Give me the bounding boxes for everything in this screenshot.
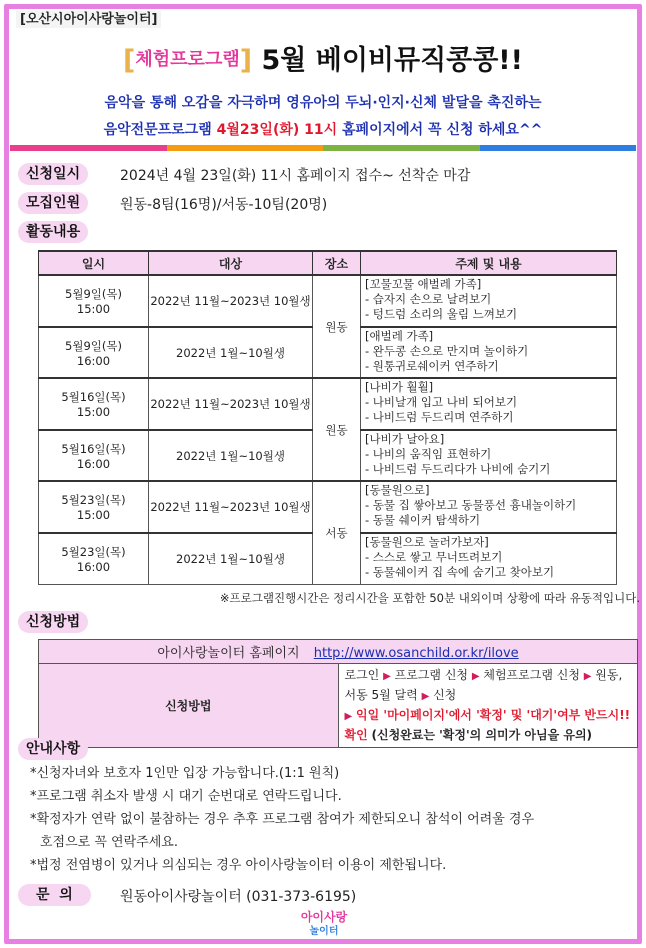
logo-subtext: 놀이터: [309, 926, 339, 937]
method-label: 신청방법: [39, 664, 339, 748]
subtitle-date: 4월23일(화) 11시: [216, 122, 338, 138]
notice-item: *신청자녀와 보호자 1인만 입장 가능합니다.(1:1 원칙): [30, 766, 340, 781]
step-program: 프로그램 신청: [394, 668, 469, 682]
subtitle-part-c: 홈페이지에서 꼭 신청 하세요^^: [342, 122, 543, 138]
target-cell: 2022년 11월~2023년 10월생: [149, 275, 313, 327]
contact-value: 원동아이사랑놀이터 (031-373-6195): [120, 889, 357, 905]
table-row: [39, 378, 617, 430]
topic-cell: [꼬물꼬물 애벌레 가족] - 습자지 손으로 날려보기 - 텅드럼 소리의 울림 느껴보기: [361, 275, 617, 327]
apply-section-label: 신청방법: [18, 611, 88, 633]
date-cell: 5월9일(목) 16:00: [39, 327, 149, 378]
date-cell: 5월23일(목) 16:00: [39, 533, 149, 584]
table-row: [39, 275, 617, 327]
date-cell: 5월16일(목) 15:00: [39, 378, 149, 430]
notice-item: *확정자가 연락 없이 불참하는 경우 추후 프로그램 참여가 제한되오니 참석이 어려울 경우: [30, 812, 535, 827]
target-cell: 2022년 1월~10월생: [149, 430, 313, 481]
notice-item: *프로그램 취소자 발생 시 대기 순번대로 연락드립니다.: [30, 789, 342, 804]
homepage-row: [39, 640, 638, 664]
target-cell: 2022년 11월~2023년 10월생: [149, 481, 313, 533]
step-calendar: 원동, 서동 5월 달력: [344, 668, 623, 702]
method-steps: [338, 664, 638, 748]
color-bar-segment: [10, 145, 167, 151]
apply-table: [38, 639, 638, 748]
notice-item-continued: 호점으로 꼭 연락주세요.: [40, 835, 178, 850]
target-cell: 2022년 1월~10월생: [149, 533, 313, 584]
arrow-icon: ▶: [344, 711, 353, 722]
subtitle-line-2: [0, 119, 646, 139]
step-apply: 신청: [433, 688, 457, 702]
target-cell: 2022년 1월~10월생: [149, 327, 313, 378]
color-bar-segment: [480, 145, 637, 151]
topic-cell: [동물원으로 놀러가보자] - 스스로 쌓고 무너뜨려보기 - 동물쉐이커 집 속에 숨기고 찾아보기: [361, 533, 617, 584]
bracket-open: [: [123, 45, 136, 76]
activity-label: 활동내용: [18, 221, 88, 243]
col-header-topic: 주제 및 내용: [361, 251, 617, 275]
date-cell: 5월9일(목) 15:00: [39, 275, 149, 327]
color-bar-segment: [167, 145, 324, 151]
schedule-table: [38, 250, 617, 585]
title-text: 5월 베이비뮤직콩콩!!: [261, 45, 523, 76]
arrow-icon: ▶: [421, 691, 430, 702]
arrow-icon: ▶: [583, 671, 592, 682]
col-header-place: 장소: [313, 251, 361, 275]
subtitle-line-1: 음악을 통해 오감을 자극하며 영유아의 두뇌·인지·신체 발달을 촉진하는: [104, 95, 542, 111]
homepage-link[interactable]: http://www.osanchild.or.kr/ilove: [313, 646, 519, 661]
notice-section-label: 안내사항: [18, 738, 88, 760]
topic-cell: [나비가 훨훨] - 나비날개 입고 나비 되어보기 - 나비드럼 두드리며 연주하기: [361, 378, 617, 430]
target-cell: 2022년 11월~2023년 10월생: [149, 378, 313, 430]
org-tag: [오산시아이사랑놀이터]: [16, 11, 161, 28]
logo-icon: [288, 908, 360, 938]
date-cell: 5월16일(목) 16:00: [39, 430, 149, 481]
color-bar: [10, 145, 636, 151]
ilove-playground-logo: [288, 908, 360, 938]
page-title: [0, 38, 646, 77]
place-cell: 서동: [313, 481, 361, 584]
recruit-label: 모집인원: [18, 192, 88, 214]
place-cell: 원동: [313, 275, 361, 378]
step-experience: 체험프로그램 신청: [483, 668, 580, 682]
contact-label: 문 의: [18, 884, 91, 906]
col-header-target: 대상: [149, 251, 313, 275]
logo-text: 아이사랑: [300, 910, 348, 924]
topic-cell: [나비가 날아요] - 나비의 움직임 표현하기 - 나비드럼 두드리다가 나비에 숨기기: [361, 430, 617, 481]
topic-cell: [동물원으로] - 동물 집 쌓아보고 동물풍선 흉내놀이하기 - 동물 쉐이커 탐색하기: [361, 481, 617, 533]
place-cell: 원동: [313, 378, 361, 481]
warning-line: [345, 706, 632, 745]
col-header-date: 일시: [39, 251, 149, 275]
program-tag: 체험프로그램: [135, 49, 240, 70]
topic-cell: [애벌레 가족] - 완두콩 손으로 만지며 놀이하기 - 원통귀로쉐이커 연주하기: [361, 327, 617, 378]
table-row: [39, 481, 617, 533]
arrow-icon: ▶: [471, 671, 480, 682]
color-bar-segment: [323, 145, 480, 151]
homepage-text: 아이사랑놀이터 홈페이지: [157, 646, 300, 661]
bracket-close: ]: [239, 45, 253, 76]
warning-text: 익일 '마이페이지'에서 '확정' 및 '대기'여부 반드시!! 확인: [344, 708, 631, 742]
schedule-note: ※프로그램진행시간은 정리시간을 포함한 50분 내외이며 상황에 따라 유동적입니다.: [219, 591, 640, 605]
subtitle-part-a: 음악전문프로그램: [103, 122, 212, 138]
recruit-value: 원동-8팀(16명)/서동-10팀(20명): [120, 197, 328, 213]
notice-item: *법정 전염병이 있거나 의심되는 경우 아이사랑놀이터 이용이 제한됩니다.: [30, 858, 447, 873]
period-label: 신청일시: [18, 163, 88, 185]
arrow-icon: ▶: [383, 671, 391, 682]
period-value: 2024년 4월 23일(화) 11시 홈페이지 접수~ 선착순 마감: [120, 168, 471, 184]
date-cell: 5월23일(목) 15:00: [39, 481, 149, 533]
warning-note: (신청완료는 '확정'의 의미가 아님을 유의): [371, 728, 593, 742]
step-login: 로그인: [344, 668, 380, 682]
steps-line: [345, 666, 632, 706]
